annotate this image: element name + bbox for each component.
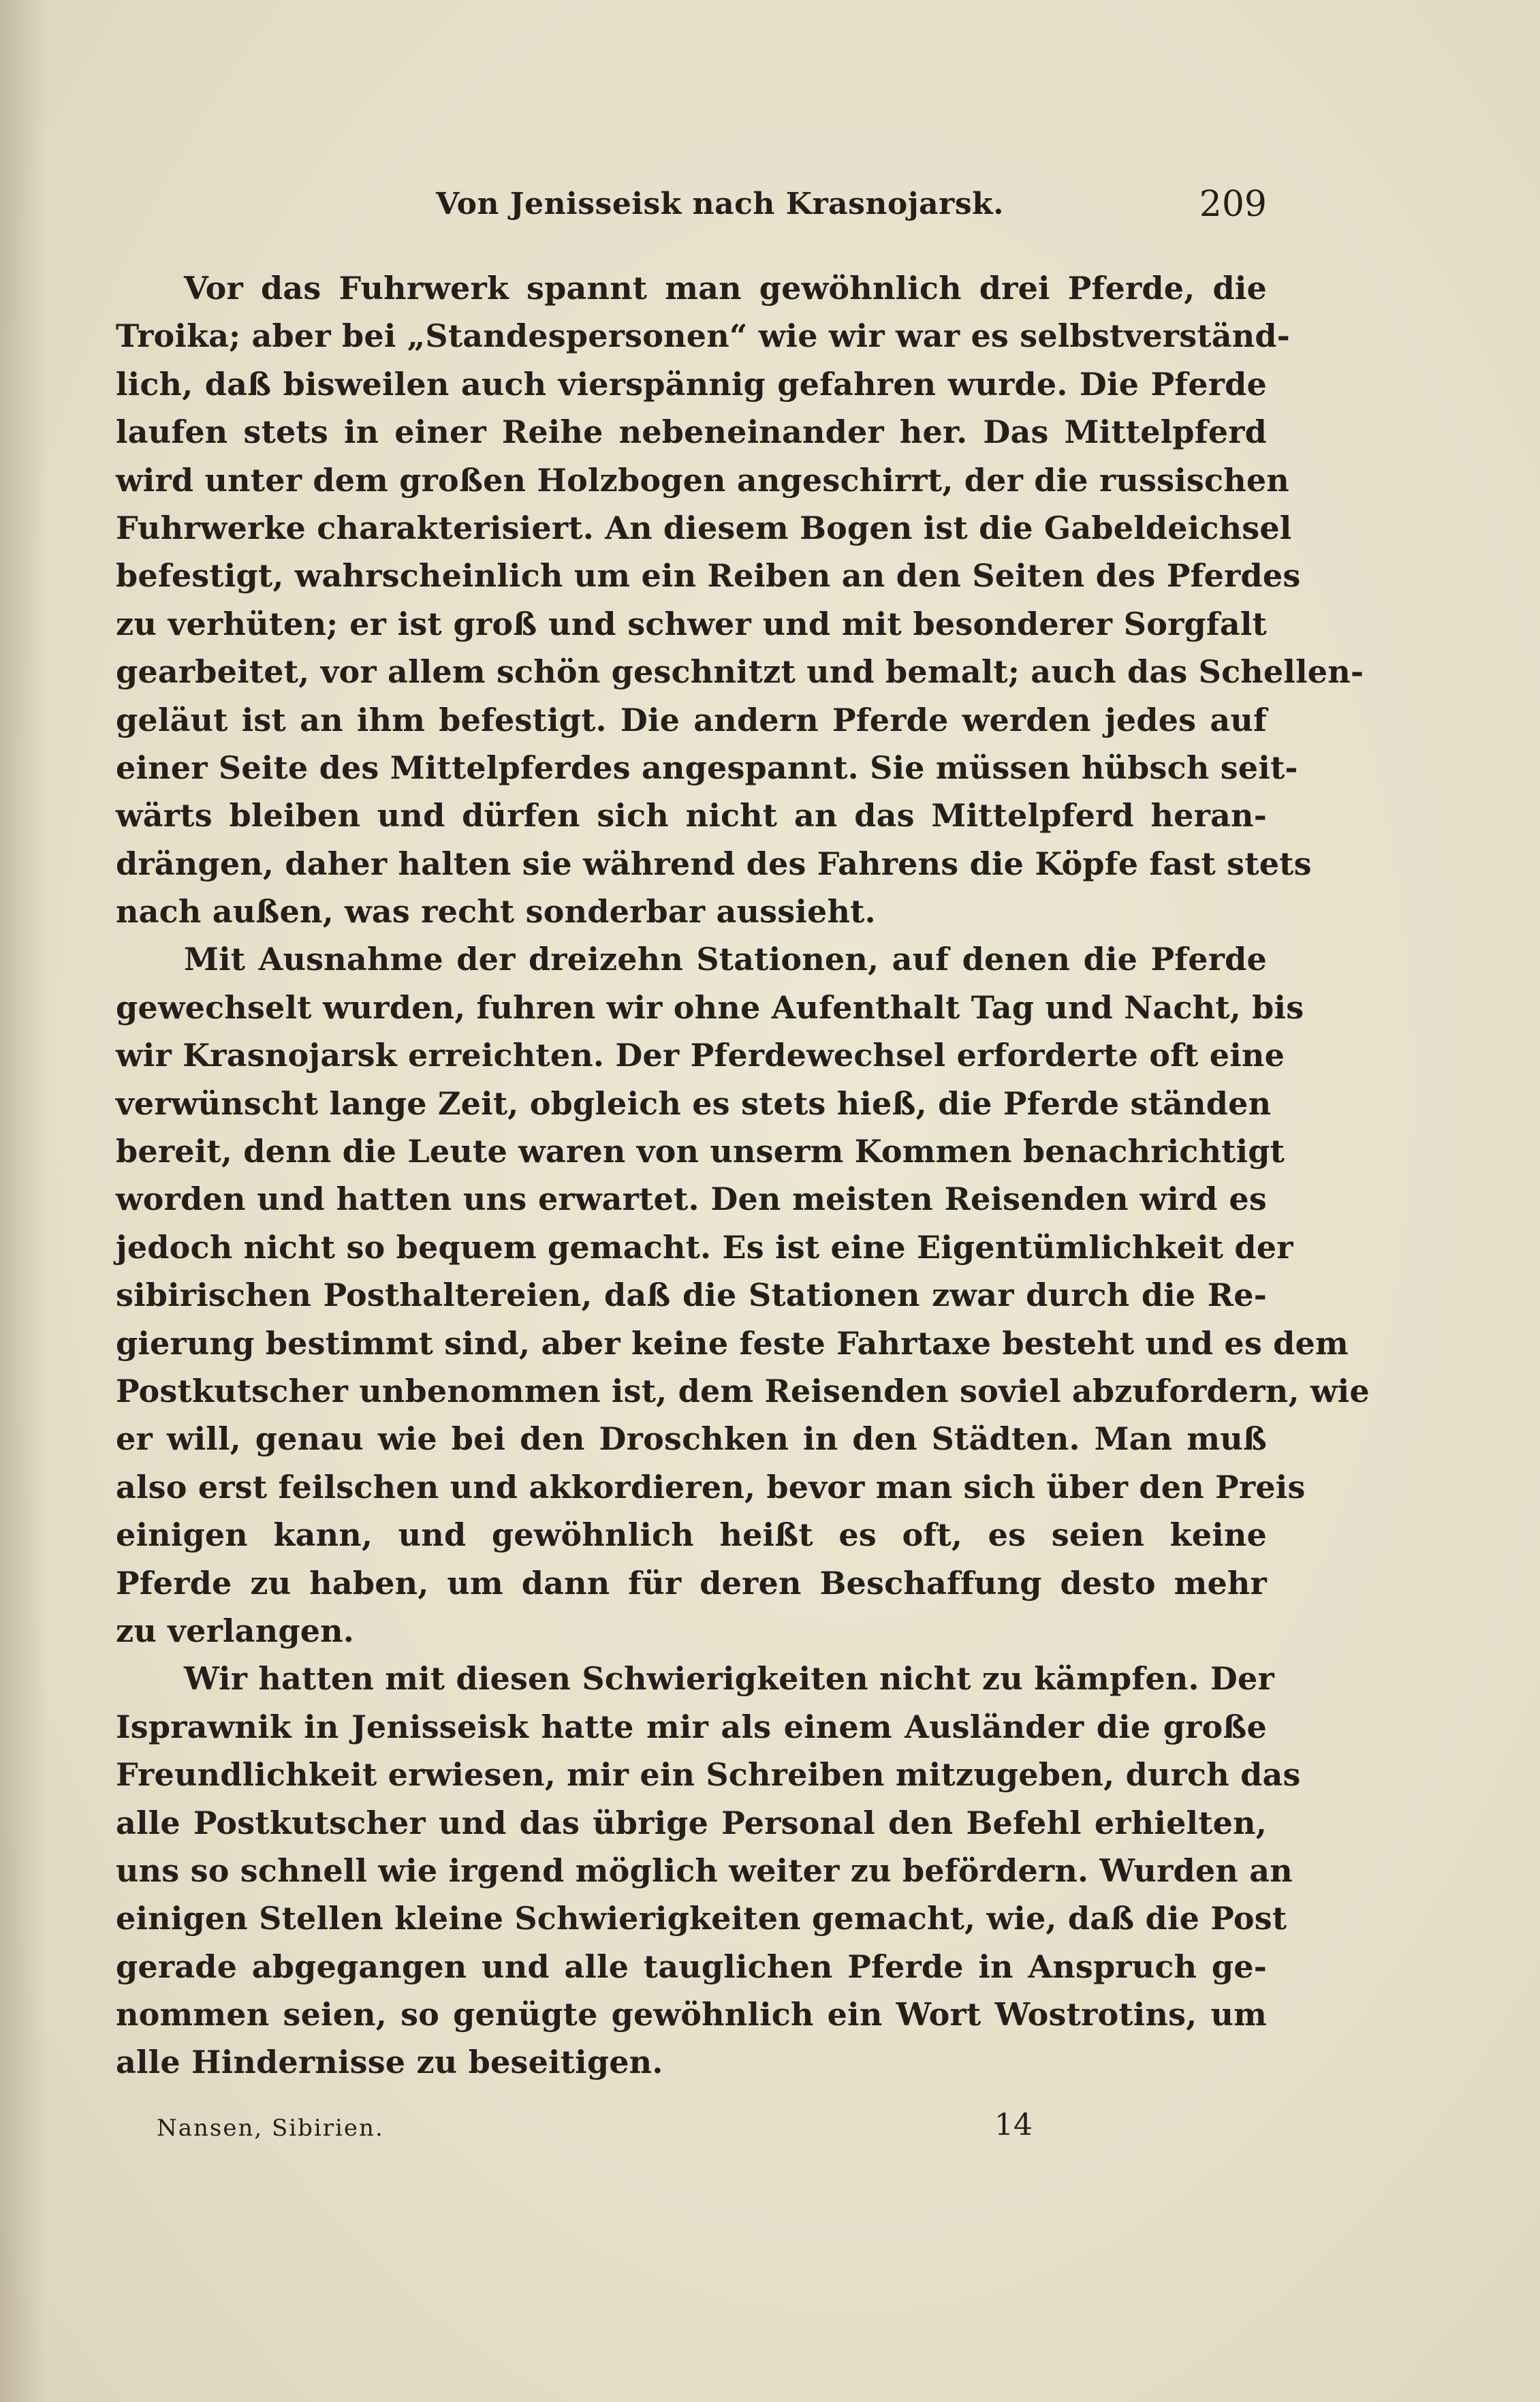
text-line: worden und hatten uns erwartet. Den meisten Reisenden wird es: [116, 1181, 1267, 1218]
text-line: gerade abgegangen und alle tauglichen Pferde in Anspruch ge-: [116, 1948, 1267, 1985]
text-line: gearbeitet, vor allem schön geschnitzt und bemalt; auch das Schellen-: [116, 653, 1364, 691]
text-line: laufen stets in einer Reihe nebeneinander her. Das Mittelpferd: [116, 414, 1267, 451]
text-line: Wir hatten mit diesen Schwierigkeiten nicht zu kämpfen. Der: [184, 1660, 1274, 1698]
text-line: verwünscht lange Zeit, obgleich es stets hieß, die Pferde ständen: [116, 1085, 1272, 1122]
text-line: also erst feilschen und akkordieren, bevor man sich über den Preis: [116, 1468, 1306, 1506]
text-line: wärts bleiben und dürfen sich nicht an das Mittelpferd heran-: [116, 797, 1267, 835]
text-line: Fuhrwerke charakterisiert. An diesem Bogen ist die Gabeldeichsel: [116, 509, 1292, 546]
text-line: drängen, daher halten sie während des Fahrens die Köpfe fast stets: [116, 845, 1312, 882]
text-line: Freundlichkeit erwiesen, mir ein Schreiben mitzugeben, durch das: [116, 1756, 1301, 1794]
page-number: 209: [1199, 184, 1267, 225]
text-line: lich, daß bisweilen auch vierspännig gefahren wurde. Die Pferde: [116, 365, 1267, 403]
running-title: Von Jenisseisk nach Krasnojarsk.: [436, 187, 1004, 221]
text-line: Vor das Fuhrwerk spannt man gewöhnlich drei Pferde, die: [184, 270, 1267, 307]
text-line: bereit, denn die Leute waren von unserm Kommen benachrichtigt: [116, 1133, 1285, 1170]
text-line: nommen seien, so genügte gewöhnlich ein Wort Wostrotins, um: [116, 1996, 1267, 2033]
text-line: Troika; aber bei „Standespersonen“ wie wir war es selbstverständ-: [116, 317, 1291, 355]
text-line: jedoch nicht so bequem gemacht. Es ist eine Eigentümlichkeit der: [116, 1228, 1293, 1266]
footer-signature: Nansen, Sibirien.: [157, 2115, 384, 2142]
text-line: er will, genau wie bei den Droschken in den Städten. Man muß: [116, 1420, 1267, 1458]
text-line: zu verhüten; er ist groß und schwer und mit besonderer Sorgfalt: [116, 605, 1267, 642]
text-line: wir Krasnojarsk erreichten. Der Pferdewechsel erforderte oft eine: [116, 1037, 1285, 1074]
text-line: gewechselt wurden, fuhren wir ohne Aufenthalt Tag und Nacht, bis: [116, 988, 1304, 1026]
text-line: Pferde zu haben, um dann für deren Beschaffung desto mehr: [116, 1564, 1267, 1602]
text-line: Isprawnik in Jenisseisk hatte mir als einem Ausländer die große: [116, 1708, 1267, 1745]
page-footer: [116, 2105, 1267, 2146]
text-line: alle Hindernisse zu beseitigen.: [116, 2044, 663, 2081]
text-line: sibirischen Posthaltereien, daß die Stationen zwar durch die Re-: [116, 1277, 1267, 1314]
text-line: wird unter dem großen Holzbogen angeschirrt, der die russischen: [116, 461, 1289, 499]
text-line: einigen kann, und gewöhnlich heißt es oft, es seien keine: [116, 1516, 1267, 1554]
text-line: Postkutscher unbenommen ist, dem Reisenden soviel abzufordern, wie: [116, 1372, 1370, 1409]
sheet-number: 14: [994, 2108, 1033, 2142]
text-line: uns so schnell wie irgend möglich weiter zu befördern. Wurden an: [116, 1852, 1293, 1889]
text-line: befestigt, wahrscheinlich um ein Reiben an den Seiten des Pferdes: [116, 557, 1301, 595]
text-line: einer Seite des Mittelpferdes angespannt. Sie müssen hübsch seit-: [116, 749, 1298, 786]
text-line: zu verlangen.: [116, 1612, 355, 1649]
gutter-shadow: [0, 0, 48, 2402]
text-line: nach außen, was recht sonderbar aussieht.: [116, 893, 876, 931]
running-head: [116, 178, 1267, 233]
text-line: alle Postkutscher und das übrige Personal den Befehl erhielten,: [116, 1804, 1267, 1841]
text-line: gierung bestimmt sind, aber keine feste Fahrtaxe besteht und es dem: [116, 1324, 1349, 1362]
body-text: [116, 264, 1370, 2087]
text-line: Mit Ausnahme der dreizehn Stationen, auf denen die Pferde: [184, 941, 1267, 978]
text-line: geläut ist an ihm befestigt. Die andern Pferde werden jedes auf: [116, 701, 1267, 738]
text-line: einigen Stellen kleine Schwierigkeiten gemacht, wie, daß die Post: [116, 1900, 1287, 1937]
